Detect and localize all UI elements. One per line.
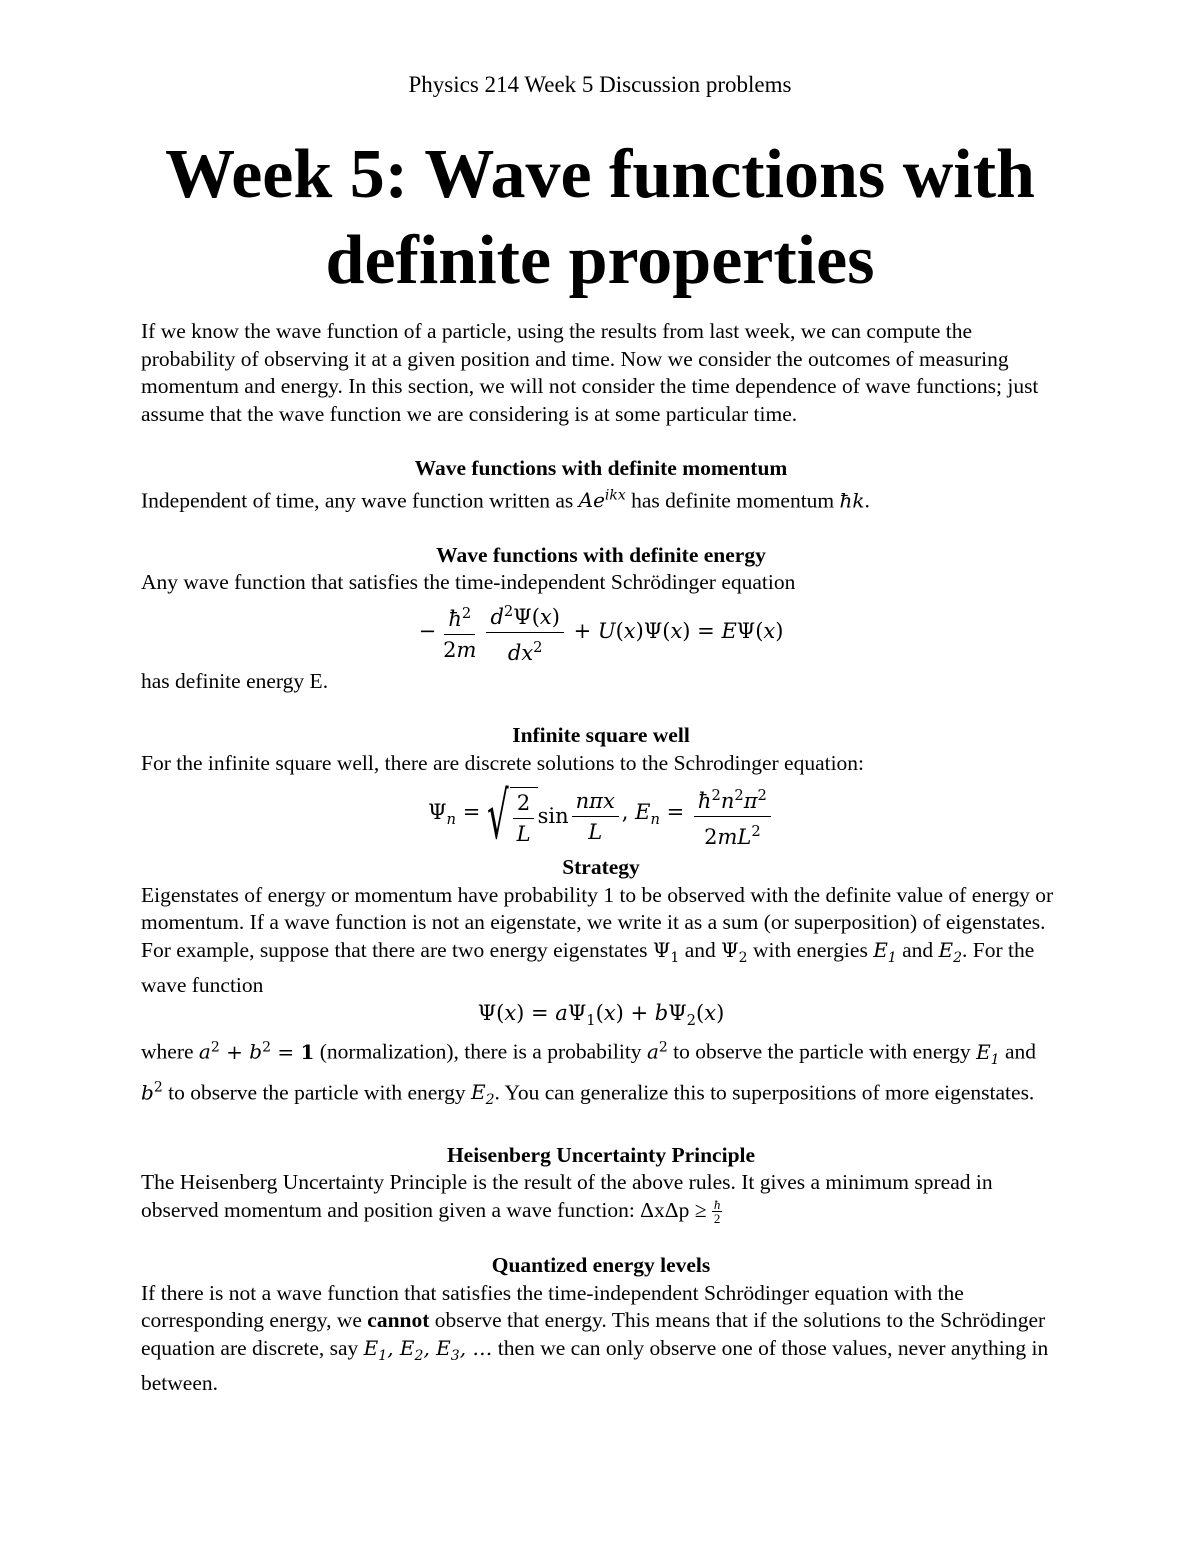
schrodinger-equation: − $\frac{ħ^2}{2m}$ $\frac{d^2\Psi(x)}{dx^2}$ + U(x)Ψ(x) = EΨ(x) <box>141 599 1061 666</box>
hbar-over-two: $\frac{ħ}{2}$ <box>713 1197 721 1227</box>
page-title <box>80 132 1120 304</box>
momentum-expression: ħk <box>839 488 865 513</box>
page-header: Physics 214 Week 5 Discussion problems <box>408 72 792 97</box>
heisenberg-paragraph: The Heisenberg Uncertainty Principle is the result of the above rules. It gives a minimum spread in observed momentum and position given a wave function: ΔxΔp ≥ $\frac{ħ}{2}$ <box>141 1170 993 1227</box>
quantized-paragraph: If there is not a wave function that satisfies the time-independent Schrödinger equation with the corresponding energy, we cannot observe that energy. This means that if the solutions to the Schrödinger equation are discrete, say $E_1$, $E_2$, $E_3$, … then we can only observe one of those values, never anything in between. <box>141 1280 1049 1396</box>
normalization-paragraph: where $a^2 + b^2 = 1$ (normalization), there is a probability $a^2$ to observe the particle with energy $E_1$ and $b^2$ to observe the particle with energy $E_2$. You can generalize this to superpositions of more eigenstates. <box>141 1039 1037 1109</box>
heisenberg-heading: Heisenberg Uncertainty Principle <box>446 1142 756 1167</box>
uncertainty-expression: ΔxΔp ≥ <box>640 1197 712 1222</box>
strategy-heading: Strategy <box>562 855 640 880</box>
document-body <box>141 318 1061 1398</box>
energy-after-paragraph: has definite energy E. <box>141 668 329 693</box>
title-line-2: definite properties <box>325 222 875 299</box>
strategy-paragraph: Eigenstates of energy or momentum have probability 1 to be observed with the definite value of energy or momentum. If a wave function is not an eigenstate, we write it as a sum (or superposition) of eigenstates. For example, suppose that there are two energy eigenstates $\Psi_1$ and $\Psi_2$ with energies $E_1$ and $E_2$. For the wave function <box>141 882 1054 998</box>
intro-paragraph: If we know the wave function of a particle, using the results from last week, we can compute the probability of observing it at a given position and time. Now we consider the outcomes of measuring momentum and energy. In this section, we will not consider the time dependence of wave functions; just assume that the wave function we are considering is at some particular time. <box>141 319 1039 426</box>
momentum-paragraph: Independent of time, any wave function written as $Ae^{ikx}$ has definite momentum ħk. <box>141 487 870 513</box>
title-line-1: Week 5: Wave functions with <box>165 136 1035 213</box>
superposition-equation: $\Psi(x) = a\Psi_1(x) + b\Psi_2(x)$ <box>477 1000 725 1029</box>
well-paragraph: For the infinite square well, there are discrete solutions to the Schrodinger equation: <box>141 750 865 775</box>
energy-heading: Wave functions with definite energy <box>436 542 766 567</box>
well-heading: Infinite square well <box>512 723 690 748</box>
momentum-heading: Wave functions with definite momentum <box>414 456 788 480</box>
plane-wave-expression: $Ae^{ikx}$ <box>578 487 626 513</box>
quantized-heading: Quantized energy levels <box>491 1253 711 1278</box>
infinite-well-solution: $\Psi_n$ = √ $\frac{2}{L}$ sin $\frac{\text{nπx}}{L}$ , $E_n$ = $\frac{ħ^2n^2\pi^2}{2mL^2}$ <box>141 783 1061 850</box>
energy-paragraph: Any wave function that satisfies the time-independent Schrödinger equation <box>141 570 796 595</box>
